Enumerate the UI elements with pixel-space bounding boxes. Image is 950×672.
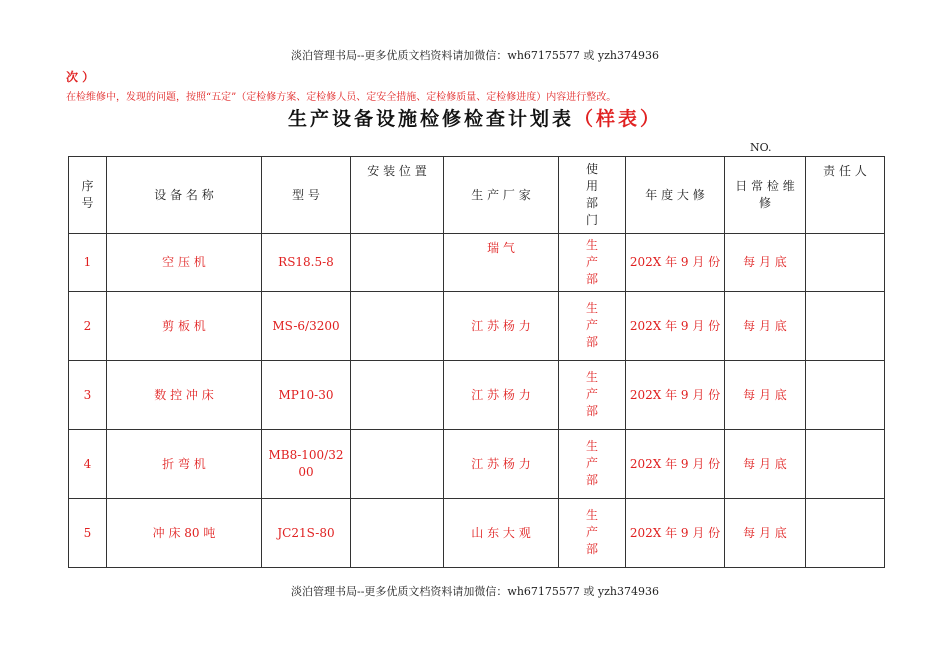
- cell-owner: [806, 292, 885, 361]
- cell-seq: 2: [69, 292, 107, 361]
- cell-owner: [806, 234, 885, 292]
- table-row: [69, 430, 885, 499]
- cell-name: 空 压 机: [107, 234, 262, 292]
- cell-overhaul: 202X 年 9 月 份: [626, 234, 725, 292]
- cell-model: MS-6/3200: [262, 292, 351, 361]
- cell-overhaul: 202X 年 9 月 份: [626, 499, 725, 568]
- header-owner: 责 任 人: [806, 157, 885, 234]
- cell-name: 折 弯 机: [107, 430, 262, 499]
- cell-overhaul: 202X 年 9 月 份: [626, 292, 725, 361]
- cell-maker: 山 东 大 观: [444, 499, 559, 568]
- header-daily: 日 常 检 维 修: [725, 157, 806, 234]
- footer-note: 淡泊管理书局--更多优质文档资料请加微信：wh67175577 或 yzh374936: [291, 585, 659, 598]
- header-model: 型 号: [262, 157, 351, 234]
- page-fragment-text: 次 ）: [66, 70, 95, 84]
- cell-daily: 每 月 底: [725, 430, 806, 499]
- cell-location: [351, 361, 444, 430]
- cell-owner: [806, 430, 885, 499]
- header-note: 淡泊管理书局--更多优质文档资料请加微信：wh67175577 或 yzh374936: [291, 49, 659, 62]
- cell-maker: 江 苏 杨 力: [444, 292, 559, 361]
- table-header-row: [69, 157, 885, 234]
- cell-daily: 每 月 底: [725, 361, 806, 430]
- title-main: 生产设备设施检修检查计划表: [287, 108, 574, 130]
- cell-location: [351, 234, 444, 292]
- cell-seq: 5: [69, 499, 107, 568]
- cell-seq: 3: [69, 361, 107, 430]
- cell-owner: [806, 499, 885, 568]
- cell-seq: 4: [69, 430, 107, 499]
- page-title: [0, 104, 950, 131]
- cell-location: [351, 430, 444, 499]
- cell-maker: 江 苏 杨 力: [444, 430, 559, 499]
- cell-daily: 每 月 底: [725, 499, 806, 568]
- cell-model: RS18.5-8: [262, 234, 351, 292]
- cell-model: MP10-30: [262, 361, 351, 430]
- table-row: [69, 499, 885, 568]
- header-overhaul: 年 度 大 修: [626, 157, 725, 234]
- cell-name: 冲 床 80 吨: [107, 499, 262, 568]
- cell-maker: 江 苏 杨 力: [444, 361, 559, 430]
- cell-dept: 生产部: [559, 361, 626, 430]
- header-name: 设 备 名 称: [107, 157, 262, 234]
- cell-maker: 瑞 气: [444, 234, 559, 292]
- title-sample-label: （样表）: [574, 108, 663, 130]
- cell-seq: 1: [69, 234, 107, 292]
- cell-model: MB8-100/3200: [262, 430, 351, 499]
- cell-dept: 生产部: [559, 234, 626, 292]
- cell-dept: 生产部: [559, 292, 626, 361]
- cell-model: JC21S-80: [262, 499, 351, 568]
- table-row: [69, 292, 885, 361]
- cell-dept: 生产部: [559, 430, 626, 499]
- maintenance-plan-table: [68, 156, 885, 568]
- header-dept: 使用部门: [559, 157, 626, 234]
- cell-daily: 每 月 底: [725, 292, 806, 361]
- cell-overhaul: 202X 年 9 月 份: [626, 361, 725, 430]
- number-label: NO.: [750, 141, 772, 154]
- table-row: [69, 234, 885, 292]
- header-seq: 序号: [69, 157, 107, 234]
- cell-name: 剪 板 机: [107, 292, 262, 361]
- instruction-text: 在检维修中，发现的问题，按照“五定”（定检修方案、定检修人员、定安全措施、定检修质量、定检修进度）内容进行整改。: [66, 92, 617, 103]
- cell-daily: 每 月 底: [725, 234, 806, 292]
- cell-overhaul: 202X 年 9 月 份: [626, 430, 725, 499]
- cell-name: 数 控 冲 床: [107, 361, 262, 430]
- table-row: [69, 361, 885, 430]
- cell-location: [351, 292, 444, 361]
- header-maker: 生 产 厂 家: [444, 157, 559, 234]
- cell-location: [351, 499, 444, 568]
- cell-owner: [806, 361, 885, 430]
- cell-dept: 生产部: [559, 499, 626, 568]
- header-location: 安 装 位 置: [351, 157, 444, 234]
